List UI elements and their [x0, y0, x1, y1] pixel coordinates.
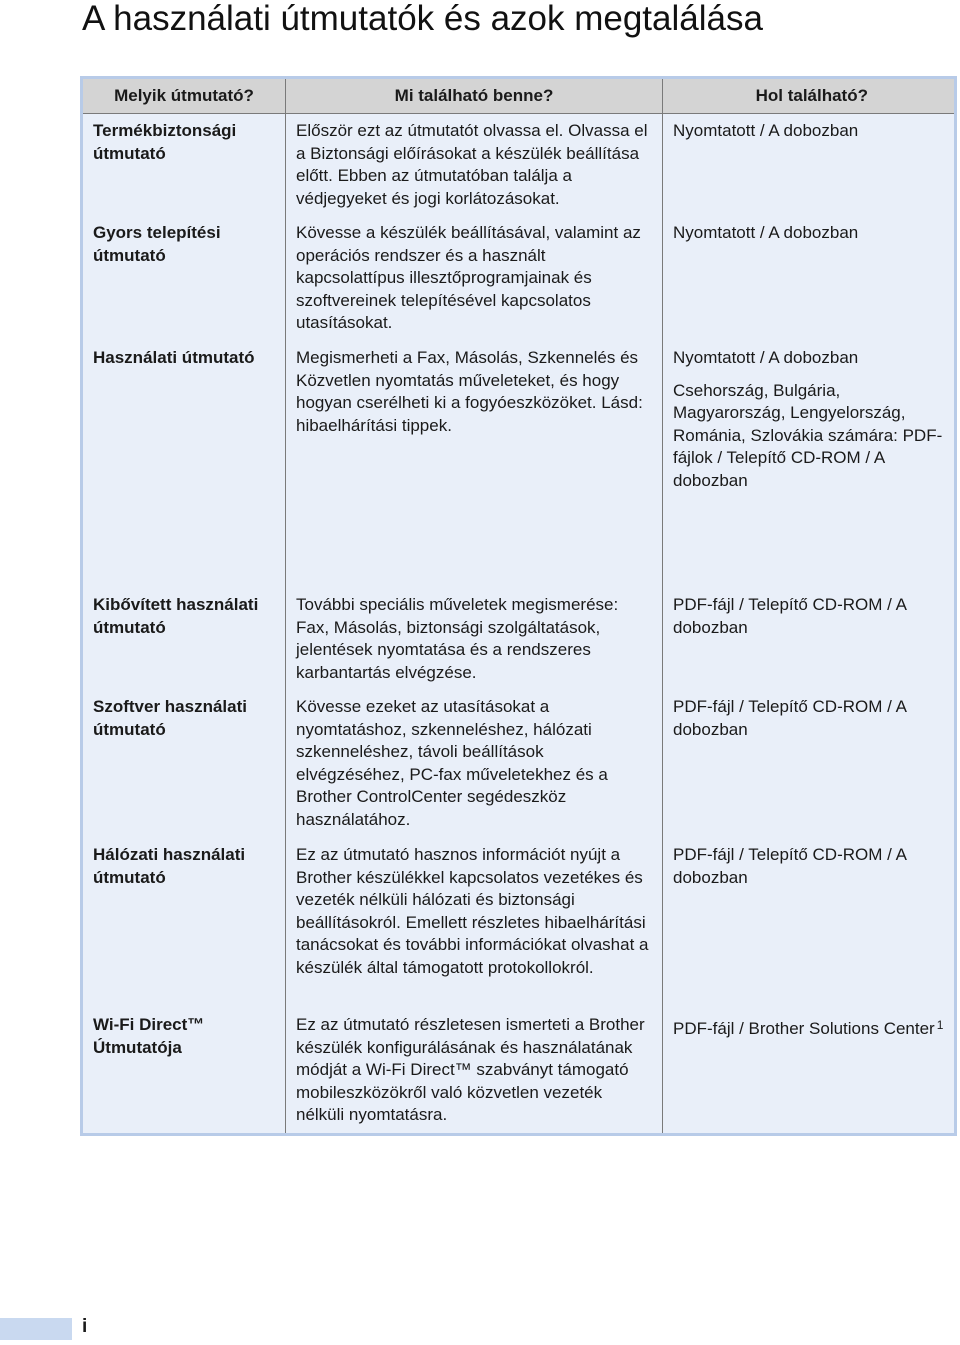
- location-text: Nyomtatott / A dobozban: [673, 223, 859, 242]
- guides-table: [80, 76, 957, 1136]
- location-text: Csehország, Bulgária, Magyarország, Lengyelország, Románia, Szlovákia számára: PDF-fájlok / Telepítő CD-ROM / A dobozban: [673, 380, 943, 490]
- location-text: PDF-fájl / Telepítő CD-ROM / A dobozban: [673, 697, 907, 739]
- table-row: [82, 341, 956, 588]
- table-row: [82, 690, 956, 838]
- guide-name: Szoftver használati útmutató: [82, 690, 286, 838]
- table-header-row: [82, 78, 956, 114]
- guide-content: További speciális műveletek megismerése: Fax, Másolás, biztonsági szolgáltatások, jelentések nyomtatása és a rendszeres karbantartás elvégzése.: [286, 588, 663, 690]
- guide-location: [663, 216, 956, 341]
- location-text: PDF-fájl / Telepítő CD-ROM / A dobozban: [673, 845, 907, 887]
- guide-content: Ez az útmutató részletesen ismerteti a Brother készülék konfigurálásának és használatának módját a Wi-Fi Direct™ szabványt támogató mobileszközökről való közvetlen vezeték nélküli nyomtatásra.: [286, 1008, 663, 1134]
- table-row: [82, 1008, 956, 1134]
- location-text: PDF-fájl / Brother Solutions Center: [673, 1019, 935, 1038]
- location-text: Nyomtatott / A dobozban: [673, 121, 859, 140]
- guide-location: [663, 588, 956, 690]
- guide-content: Először ezt az útmutatót olvassa el. Olvassa el a Biztonsági előírásokat a készülék beállítása előtt. Ebben az útmutatóban találja a védjegyeket és jogi korlátozásokat.: [286, 114, 663, 217]
- guide-name: Wi-Fi Direct™ Útmutatója: [82, 1008, 286, 1134]
- footnote-marker[interactable]: 1: [936, 1018, 944, 1032]
- table-row: [82, 588, 956, 690]
- guide-content: Kövesse ezeket az utasításokat a nyomtatáshoz, szkenneléshez, hálózati szkenneléshez, távoli beállítások elvégzéséhez, PC-fax műveletekhez és a Brother ControlCenter segédeszköz használatához.: [286, 690, 663, 838]
- guide-content: Kövesse a készülék beállításával, valamint az operációs rendszer és a használt kapcsolattípus illesztőprogramjainak és szoftvereinek telepítésével kapcsolatos utasításokat.: [286, 216, 663, 341]
- location-text: PDF-fájl / Telepítő CD-ROM / A dobozban: [673, 595, 907, 637]
- header-whats-in-it: Mi található benne?: [286, 78, 663, 114]
- guide-name: Használati útmutató: [82, 341, 286, 588]
- guide-location: [663, 690, 956, 838]
- page-number: i: [82, 1316, 88, 1337]
- table-row: [82, 114, 956, 217]
- guide-location: [663, 838, 956, 1008]
- page-tab-marker: [0, 1318, 72, 1340]
- page-title: A használati útmutatók és azok megtalálása: [82, 0, 763, 38]
- header-where-is-it: Hol található?: [663, 78, 956, 114]
- guide-name: Hálózati használati útmutató: [82, 838, 286, 1008]
- location-text: Nyomtatott / A dobozban: [673, 348, 859, 367]
- guide-location: [663, 114, 956, 217]
- guide-name: Gyors telepítési útmutató: [82, 216, 286, 341]
- guide-location: [663, 1008, 956, 1134]
- guide-content: Ez az útmutató hasznos információt nyújt a Brother készülékkel kapcsolatos vezetékes és vezeték nélküli hálózati és biztonsági beállításokról. Emellett részletes hibaelhárítási tanácsokat és további információkat olvashat a készülék által támogatott protokollokról.: [286, 838, 663, 1008]
- table-row: [82, 216, 956, 341]
- table-row: [82, 838, 956, 1008]
- guide-content: Megismerheti a Fax, Másolás, Szkennelés és Közvetlen nyomtatás műveleteket, és hogy hogyan cserélheti ki a fogyóeszközöket. Lásd: hibaelhárítási tippek.: [286, 341, 663, 588]
- guide-name: Termékbiztonsági útmutató: [82, 114, 286, 217]
- header-which-guide: Melyik útmutató?: [82, 78, 286, 114]
- guide-location: [663, 341, 956, 588]
- guide-name: Kibővített használati útmutató: [82, 588, 286, 690]
